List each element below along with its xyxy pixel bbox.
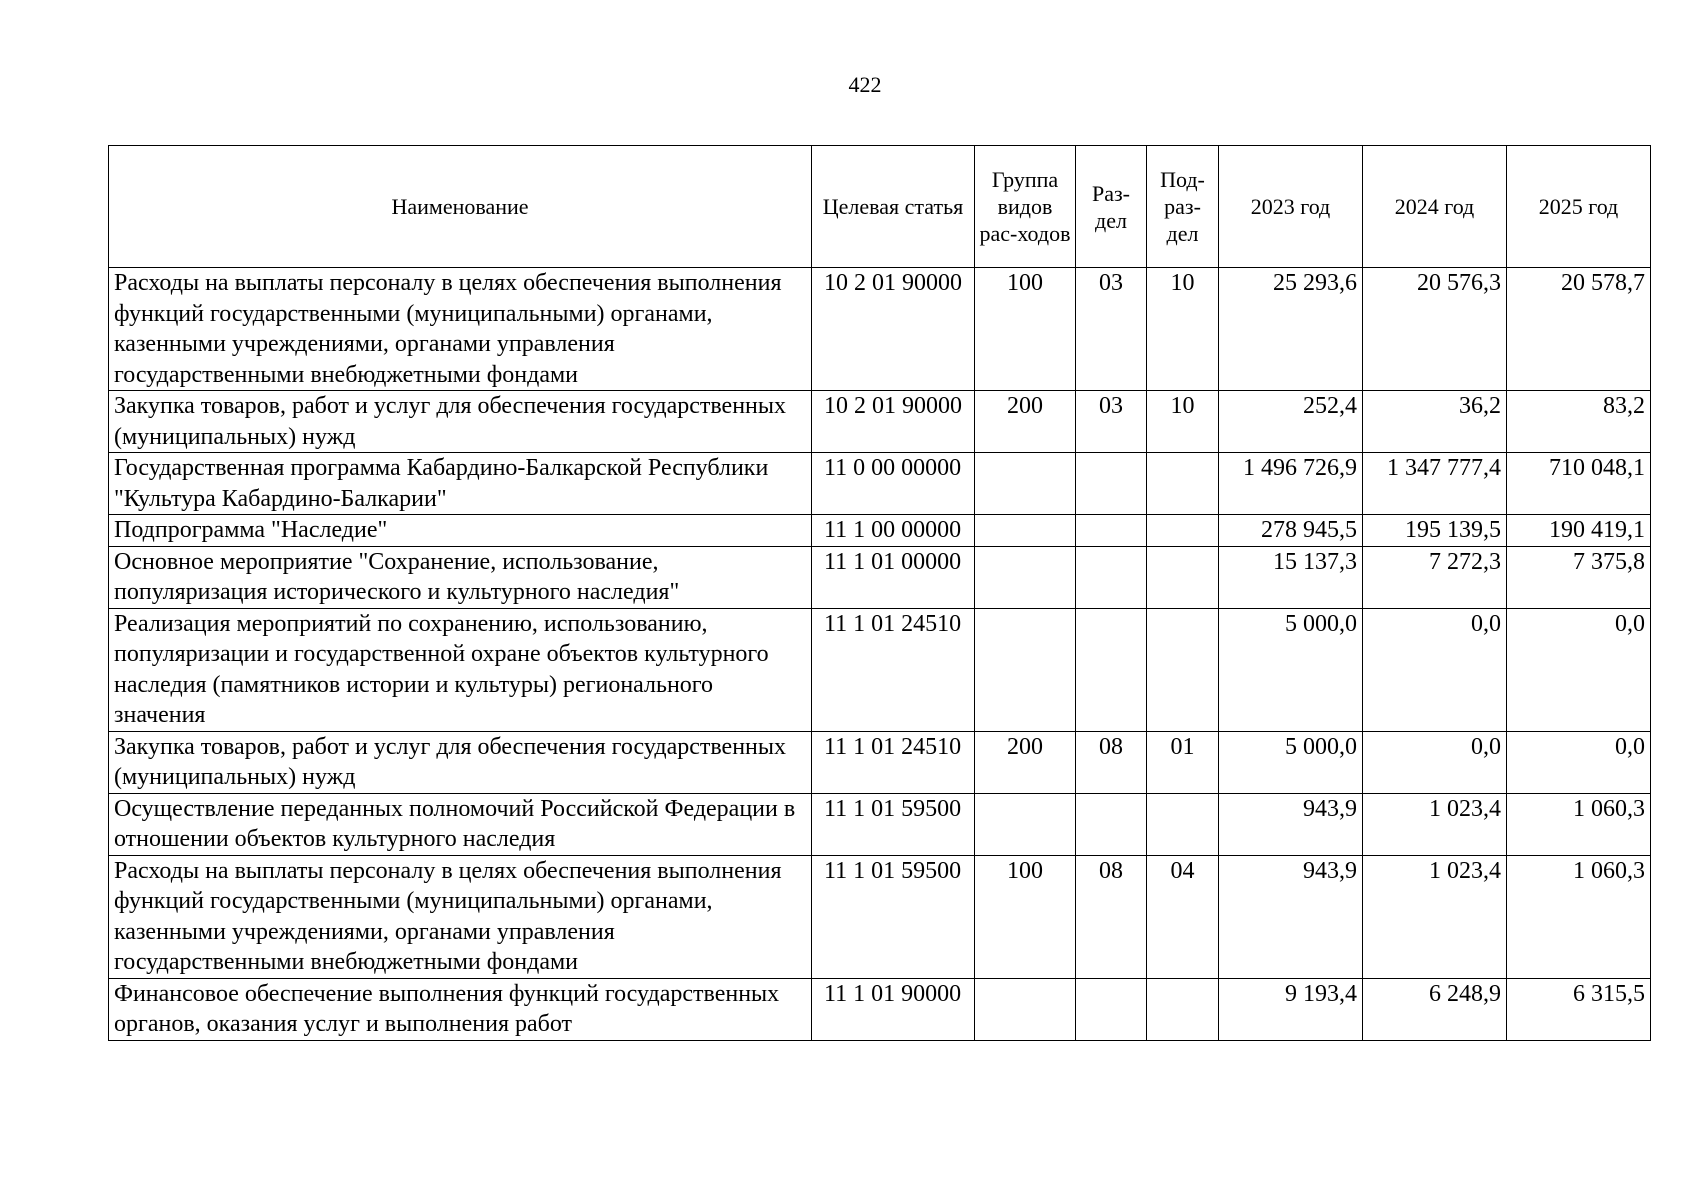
cell-2024: 1 023,4 <box>1363 855 1507 978</box>
header-2023: 2023 год <box>1219 146 1363 268</box>
cell-target-code: 11 1 01 59500 <box>812 793 975 855</box>
table-row <box>109 855 1651 978</box>
cell-name: Подпрограмма "Наследие" <box>109 515 812 547</box>
cell-name: Реализация мероприятий по сохранению, использованию, популяризации и государственной охране объектов культурного наследия (памятников истории и культуры) регионального значения <box>109 608 812 731</box>
cell-target-code: 11 1 00 00000 <box>812 515 975 547</box>
cell-target-code: 11 1 01 24510 <box>812 731 975 793</box>
cell-subsection <box>1147 978 1219 1040</box>
cell-2023: 9 193,4 <box>1219 978 1363 1040</box>
table-row <box>109 268 1651 391</box>
cell-group: 200 <box>975 391 1076 453</box>
cell-target-code: 11 1 01 00000 <box>812 546 975 608</box>
cell-2024: 20 576,3 <box>1363 268 1507 391</box>
cell-group <box>975 978 1076 1040</box>
cell-2025: 1 060,3 <box>1507 855 1651 978</box>
cell-name: Расходы на выплаты персоналу в целях обеспечения выполнения функций государственными (муниципальными) органами, казенными учреждениями, органами управления государственными внебюджетными фондами <box>109 268 812 391</box>
cell-2025: 1 060,3 <box>1507 793 1651 855</box>
header-subsection: Под-раз-дел <box>1147 146 1219 268</box>
cell-2024: 0,0 <box>1363 608 1507 731</box>
cell-2025: 0,0 <box>1507 731 1651 793</box>
table-body <box>109 268 1651 1041</box>
table-row <box>109 793 1651 855</box>
cell-subsection: 01 <box>1147 731 1219 793</box>
cell-subsection <box>1147 453 1219 515</box>
table-row <box>109 546 1651 608</box>
cell-2023: 5 000,0 <box>1219 608 1363 731</box>
cell-target-code: 11 0 00 00000 <box>812 453 975 515</box>
table-row <box>109 453 1651 515</box>
cell-name: Основное мероприятие "Сохранение, использование, популяризация исторического и культурного наследия" <box>109 546 812 608</box>
cell-2025: 0,0 <box>1507 608 1651 731</box>
cell-2024: 1 023,4 <box>1363 793 1507 855</box>
cell-target-code: 11 1 01 90000 <box>812 978 975 1040</box>
cell-2025: 6 315,5 <box>1507 978 1651 1040</box>
cell-2024: 36,2 <box>1363 391 1507 453</box>
cell-2025: 7 375,8 <box>1507 546 1651 608</box>
budget-table <box>108 145 1651 1041</box>
cell-subsection <box>1147 515 1219 547</box>
header-name: Наименование <box>109 146 812 268</box>
cell-name: Закупка товаров, работ и услуг для обеспечения государственных (муниципальных) нужд <box>109 391 812 453</box>
cell-name: Государственная программа Кабардино-Балкарской Республики "Культура Кабардино-Балкарии" <box>109 453 812 515</box>
cell-2025: 710 048,1 <box>1507 453 1651 515</box>
cell-2023: 5 000,0 <box>1219 731 1363 793</box>
cell-group <box>975 453 1076 515</box>
cell-section <box>1076 608 1147 731</box>
cell-2024: 195 139,5 <box>1363 515 1507 547</box>
cell-group: 200 <box>975 731 1076 793</box>
cell-target-code: 11 1 01 24510 <box>812 608 975 731</box>
header-2024: 2024 год <box>1363 146 1507 268</box>
cell-section: 08 <box>1076 731 1147 793</box>
cell-group <box>975 546 1076 608</box>
cell-group: 100 <box>975 855 1076 978</box>
table-header-row <box>109 146 1651 268</box>
cell-section <box>1076 978 1147 1040</box>
cell-section: 03 <box>1076 391 1147 453</box>
cell-section <box>1076 453 1147 515</box>
cell-name: Расходы на выплаты персоналу в целях обеспечения выполнения функций государственными (муниципальными) органами, казенными учреждениями, органами управления государственными внебюджетными фондами <box>109 855 812 978</box>
table-row <box>109 731 1651 793</box>
cell-target-code: 10 2 01 90000 <box>812 391 975 453</box>
cell-2024: 6 248,9 <box>1363 978 1507 1040</box>
cell-2024: 0,0 <box>1363 731 1507 793</box>
cell-subsection <box>1147 546 1219 608</box>
cell-2025: 83,2 <box>1507 391 1651 453</box>
header-group: Группа видов рас-ходов <box>975 146 1076 268</box>
cell-2023: 252,4 <box>1219 391 1363 453</box>
cell-name: Финансовое обеспечение выполнения функций государственных органов, оказания услуг и выполнения работ <box>109 978 812 1040</box>
cell-subsection <box>1147 793 1219 855</box>
cell-section: 08 <box>1076 855 1147 978</box>
cell-subsection: 04 <box>1147 855 1219 978</box>
cell-2024: 1 347 777,4 <box>1363 453 1507 515</box>
header-section: Раз-дел <box>1076 146 1147 268</box>
cell-subsection <box>1147 608 1219 731</box>
cell-target-code: 11 1 01 59500 <box>812 855 975 978</box>
cell-2023: 25 293,6 <box>1219 268 1363 391</box>
table-row <box>109 978 1651 1040</box>
cell-section <box>1076 793 1147 855</box>
cell-2024: 7 272,3 <box>1363 546 1507 608</box>
header-target: Целевая статья <box>812 146 975 268</box>
cell-group: 100 <box>975 268 1076 391</box>
table-row <box>109 608 1651 731</box>
cell-subsection: 10 <box>1147 268 1219 391</box>
cell-section: 03 <box>1076 268 1147 391</box>
cell-2023: 1 496 726,9 <box>1219 453 1363 515</box>
table-row <box>109 391 1651 453</box>
cell-target-code: 10 2 01 90000 <box>812 268 975 391</box>
cell-2023: 278 945,5 <box>1219 515 1363 547</box>
cell-section <box>1076 515 1147 547</box>
cell-name: Осуществление переданных полномочий Российской Федерации в отношении объектов культурного наследия <box>109 793 812 855</box>
cell-group <box>975 515 1076 547</box>
cell-group <box>975 608 1076 731</box>
cell-2023: 943,9 <box>1219 793 1363 855</box>
header-2025: 2025 год <box>1507 146 1651 268</box>
cell-2025: 190 419,1 <box>1507 515 1651 547</box>
cell-group <box>975 793 1076 855</box>
cell-subsection: 10 <box>1147 391 1219 453</box>
page-number: 422 <box>848 72 882 97</box>
cell-section <box>1076 546 1147 608</box>
cell-2023: 943,9 <box>1219 855 1363 978</box>
cell-2025: 20 578,7 <box>1507 268 1651 391</box>
cell-name: Закупка товаров, работ и услуг для обеспечения государственных (муниципальных) нужд <box>109 731 812 793</box>
table-row <box>109 515 1651 547</box>
cell-2023: 15 137,3 <box>1219 546 1363 608</box>
